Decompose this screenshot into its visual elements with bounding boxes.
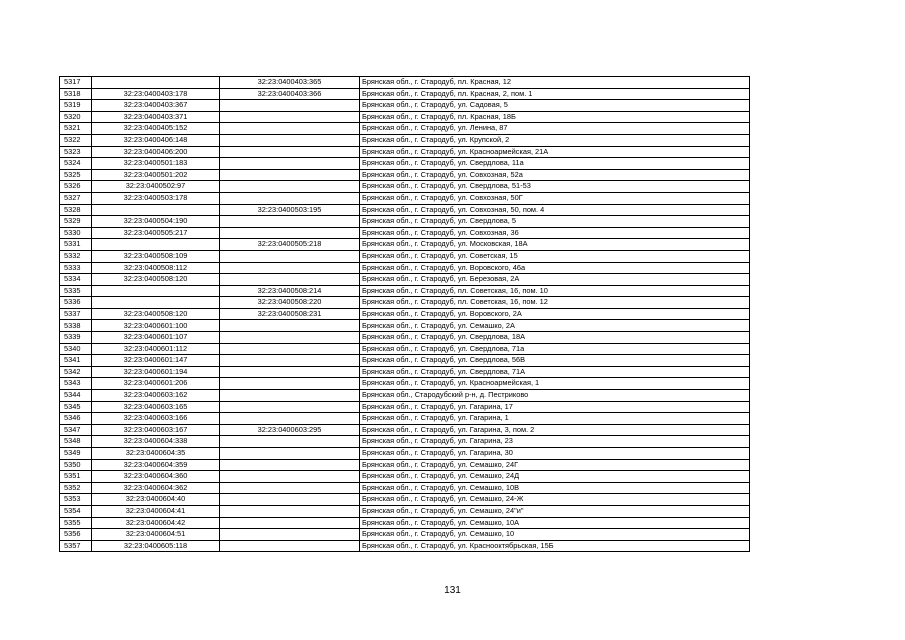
row-number-cell: 5325 [60, 169, 92, 181]
cadastral-number-cell: 32:23:0400603:167 [92, 424, 220, 436]
room-cadastral-number-cell [220, 100, 360, 112]
registry-table-body [60, 77, 750, 552]
address-cell: Брянская обл., г. Стародуб, ул. Свердлова, 11а [360, 158, 750, 170]
cadastral-number-cell: 32:23:0400603:162 [92, 390, 220, 402]
room-cadastral-number-cell: 32:23:0400403:366 [220, 88, 360, 100]
room-cadastral-number-cell [220, 494, 360, 506]
cadastral-number-cell: 32:23:0400508:109 [92, 250, 220, 262]
row-number-cell: 5337 [60, 308, 92, 320]
address-cell: Брянская обл., г. Стародуб, ул. Семашко, 24Д [360, 471, 750, 483]
address-cell: Брянская обл., г. Стародуб, пл. Советская, 16, пом. 12 [360, 297, 750, 309]
room-cadastral-number-cell [220, 262, 360, 274]
room-cadastral-number-cell [220, 482, 360, 494]
address-cell: Брянская обл., г. Стародуб, ул. Московская, 18А [360, 239, 750, 251]
cadastral-number-cell: 32:23:0400604:35 [92, 448, 220, 460]
row-number-cell: 5321 [60, 123, 92, 135]
address-cell: Брянская обл., г. Стародуб, ул. Свердлова, 71А [360, 366, 750, 378]
row-number-cell: 5344 [60, 390, 92, 402]
room-cadastral-number-cell [220, 274, 360, 286]
row-number-cell: 5328 [60, 204, 92, 216]
cadastral-number-cell [92, 285, 220, 297]
cadastral-number-cell: 32:23:0400601:194 [92, 366, 220, 378]
room-cadastral-number-cell [220, 390, 360, 402]
room-cadastral-number-cell [220, 355, 360, 367]
table-row [60, 482, 750, 494]
room-cadastral-number-cell [220, 320, 360, 332]
row-number-cell: 5345 [60, 401, 92, 413]
cadastral-number-cell: 32:23:0400505:217 [92, 227, 220, 239]
cadastral-number-cell: 32:23:0400601:112 [92, 343, 220, 355]
row-number-cell: 5338 [60, 320, 92, 332]
room-cadastral-number-cell [220, 448, 360, 460]
table-row [60, 529, 750, 541]
cadastral-number-cell: 32:23:0400603:165 [92, 401, 220, 413]
table-row [60, 471, 750, 483]
table-row [60, 123, 750, 135]
row-number-cell: 5351 [60, 471, 92, 483]
room-cadastral-number-cell [220, 192, 360, 204]
table-row [60, 343, 750, 355]
row-number-cell: 5319 [60, 100, 92, 112]
row-number-cell: 5350 [60, 459, 92, 471]
room-cadastral-number-cell [220, 459, 360, 471]
room-cadastral-number-cell [220, 216, 360, 228]
row-number-cell: 5334 [60, 274, 92, 286]
room-cadastral-number-cell [220, 471, 360, 483]
table-row [60, 100, 750, 112]
room-cadastral-number-cell [220, 413, 360, 425]
cadastral-number-cell: 32:23:0400403:367 [92, 100, 220, 112]
table-row [60, 262, 750, 274]
row-number-cell: 5322 [60, 134, 92, 146]
room-cadastral-number-cell [220, 250, 360, 262]
room-cadastral-number-cell [220, 540, 360, 552]
address-cell: Брянская обл., г. Стародуб, ул. Гагарина, 30 [360, 448, 750, 460]
address-cell: Брянская обл., г. Стародуб, пл. Красная, 2, пом. 1 [360, 88, 750, 100]
row-number-cell: 5340 [60, 343, 92, 355]
room-cadastral-number-cell: 32:23:0400505:218 [220, 239, 360, 251]
cadastral-number-cell: 32:23:0400605:118 [92, 540, 220, 552]
room-cadastral-number-cell [220, 146, 360, 158]
address-cell: Брянская обл., г. Стародуб, ул. Семашко, 10В [360, 482, 750, 494]
table-row [60, 517, 750, 529]
table-row [60, 355, 750, 367]
cadastral-number-cell: 32:23:0400403:371 [92, 111, 220, 123]
row-number-cell: 5331 [60, 239, 92, 251]
table-row [60, 424, 750, 436]
room-cadastral-number-cell [220, 332, 360, 344]
room-cadastral-number-cell: 32:23:0400503:195 [220, 204, 360, 216]
room-cadastral-number-cell [220, 505, 360, 517]
cadastral-number-cell [92, 297, 220, 309]
address-cell: Брянская обл., г. Стародуб, ул. Семашко, 24Г [360, 459, 750, 471]
room-cadastral-number-cell [220, 529, 360, 541]
registry-table [59, 76, 750, 552]
address-cell: Брянская обл., г. Стародуб, ул. Березовая, 2А [360, 274, 750, 286]
address-cell: Брянская обл., г. Стародуб, ул. Воровского, 2А [360, 308, 750, 320]
cadastral-number-cell: 32:23:0400601:147 [92, 355, 220, 367]
table-row [60, 332, 750, 344]
cadastral-number-cell: 32:23:0400501:202 [92, 169, 220, 181]
table-row [60, 216, 750, 228]
table-row [60, 88, 750, 100]
table-row [60, 158, 750, 170]
row-number-cell: 5336 [60, 297, 92, 309]
table-row [60, 146, 750, 158]
table-row [60, 401, 750, 413]
address-cell: Брянская обл., г. Стародуб, ул. Воровского, 46а [360, 262, 750, 274]
room-cadastral-number-cell [220, 123, 360, 135]
table-row [60, 297, 750, 309]
cadastral-number-cell: 32:23:0400406:200 [92, 146, 220, 158]
cadastral-number-cell: 32:23:0400601:100 [92, 320, 220, 332]
address-cell: Брянская обл., г. Стародуб, ул. Совхозная, 36 [360, 227, 750, 239]
page-number: 131 [444, 585, 461, 596]
table-row [60, 181, 750, 193]
address-cell: Брянская обл., г. Стародуб, ул. Ленина, 87 [360, 123, 750, 135]
table-row [60, 320, 750, 332]
address-cell: Брянская обл., г. Стародуб, ул. Гагарина, 23 [360, 436, 750, 448]
room-cadastral-number-cell [220, 227, 360, 239]
row-number-cell: 5324 [60, 158, 92, 170]
table-row [60, 308, 750, 320]
table-row [60, 239, 750, 251]
room-cadastral-number-cell [220, 366, 360, 378]
room-cadastral-number-cell [220, 401, 360, 413]
room-cadastral-number-cell [220, 517, 360, 529]
cadastral-number-cell: 32:23:0400604:41 [92, 505, 220, 517]
table-row [60, 250, 750, 262]
room-cadastral-number-cell [220, 158, 360, 170]
table-row [60, 274, 750, 286]
row-number-cell: 5347 [60, 424, 92, 436]
cadastral-number-cell: 32:23:0400508:112 [92, 262, 220, 274]
address-cell: Брянская обл., г. Стародуб, ул. Гагарина, 17 [360, 401, 750, 413]
room-cadastral-number-cell: 32:23:0400508:231 [220, 308, 360, 320]
row-number-cell: 5357 [60, 540, 92, 552]
room-cadastral-number-cell [220, 181, 360, 193]
address-cell: Брянская обл., г. Стародуб, ул. Свердлова, 51-53 [360, 181, 750, 193]
table-row [60, 366, 750, 378]
cadastral-number-cell: 32:23:0400604:362 [92, 482, 220, 494]
cadastral-number-cell: 32:23:0400604:42 [92, 517, 220, 529]
table-row [60, 378, 750, 390]
cadastral-number-cell: 32:23:0400504:190 [92, 216, 220, 228]
table-row [60, 134, 750, 146]
row-number-cell: 5339 [60, 332, 92, 344]
room-cadastral-number-cell [220, 378, 360, 390]
cadastral-number-cell: 32:23:0400604:40 [92, 494, 220, 506]
room-cadastral-number-cell [220, 134, 360, 146]
cadastral-number-cell: 32:23:0400604:359 [92, 459, 220, 471]
room-cadastral-number-cell: 32:23:0400403:365 [220, 77, 360, 89]
room-cadastral-number-cell: 32:23:0400508:214 [220, 285, 360, 297]
address-cell: Брянская обл., г. Стародуб, пл. Советская, 16, пом. 10 [360, 285, 750, 297]
row-number-cell: 5330 [60, 227, 92, 239]
row-number-cell: 5355 [60, 517, 92, 529]
address-cell: Брянская обл., г. Стародуб, ул. Свердлова, 56В [360, 355, 750, 367]
address-cell: Брянская обл., г. Стародуб, пл. Красная, 18Б [360, 111, 750, 123]
room-cadastral-number-cell [220, 111, 360, 123]
cadastral-number-cell: 32:23:0400502:97 [92, 181, 220, 193]
address-cell: Брянская обл., г. Стародуб, ул. Красноoктябрьская, 15Б [360, 540, 750, 552]
address-cell: Брянская обл., г. Стародуб, ул. Семашко, 10А [360, 517, 750, 529]
row-number-cell: 5354 [60, 505, 92, 517]
room-cadastral-number-cell [220, 436, 360, 448]
address-cell: Брянская обл., г. Стародуб, ул. Совхозная, 52а [360, 169, 750, 181]
row-number-cell: 5326 [60, 181, 92, 193]
row-number-cell: 5356 [60, 529, 92, 541]
row-number-cell: 5352 [60, 482, 92, 494]
address-cell: Брянская обл., г. Стародуб, ул. Свердлова, 18А [360, 332, 750, 344]
cadastral-number-cell [92, 204, 220, 216]
row-number-cell: 5320 [60, 111, 92, 123]
address-cell: Брянская обл., г. Стародуб, ул. Свердлова, 71а [360, 343, 750, 355]
row-number-cell: 5323 [60, 146, 92, 158]
table-row [60, 540, 750, 552]
row-number-cell: 5346 [60, 413, 92, 425]
address-cell: Брянская обл., г. Стародуб, ул. Совхозная, 50, пом. 4 [360, 204, 750, 216]
cadastral-number-cell: 32:23:0400601:206 [92, 378, 220, 390]
row-number-cell: 5348 [60, 436, 92, 448]
table-row [60, 192, 750, 204]
address-cell: Брянская обл., г. Стародуб, ул. Совхозная, 50Г [360, 192, 750, 204]
address-cell: Брянская обл., г. Стародуб, ул. Красноармейская, 21А [360, 146, 750, 158]
cadastral-number-cell [92, 77, 220, 89]
room-cadastral-number-cell: 32:23:0400603:295 [220, 424, 360, 436]
row-number-cell: 5327 [60, 192, 92, 204]
row-number-cell: 5335 [60, 285, 92, 297]
address-cell: Брянская обл., г. Стародуб, ул. Гагарина, 3, пом. 2 [360, 424, 750, 436]
cadastral-number-cell: 32:23:0400501:183 [92, 158, 220, 170]
address-cell: Брянская обл., г. Стародуб, ул. Семашко, 10 [360, 529, 750, 541]
table-row [60, 390, 750, 402]
row-number-cell: 5349 [60, 448, 92, 460]
cadastral-number-cell: 32:23:0400406:148 [92, 134, 220, 146]
cadastral-number-cell: 32:23:0400604:51 [92, 529, 220, 541]
address-cell: Брянская обл., г. Стародуб, ул. Советская, 15 [360, 250, 750, 262]
room-cadastral-number-cell [220, 169, 360, 181]
row-number-cell: 5318 [60, 88, 92, 100]
cadastral-number-cell: 32:23:0400603:166 [92, 413, 220, 425]
cadastral-number-cell: 32:23:0400508:120 [92, 308, 220, 320]
table-row [60, 459, 750, 471]
cadastral-number-cell: 32:23:0400604:338 [92, 436, 220, 448]
table-row [60, 77, 750, 89]
cadastral-number-cell: 32:23:0400405:152 [92, 123, 220, 135]
row-number-cell: 5329 [60, 216, 92, 228]
table-row [60, 413, 750, 425]
address-cell: Брянская обл., г. Стародуб, ул. Красноармейская, 1 [360, 378, 750, 390]
table-row [60, 227, 750, 239]
row-number-cell: 5341 [60, 355, 92, 367]
table-row [60, 204, 750, 216]
cadastral-number-cell: 32:23:0400601:107 [92, 332, 220, 344]
cadastral-number-cell: 32:23:0400503:178 [92, 192, 220, 204]
row-number-cell: 5317 [60, 77, 92, 89]
table-row [60, 436, 750, 448]
table-row [60, 448, 750, 460]
address-cell: Брянская обл., г. Стародуб, пл. Красная, 12 [360, 77, 750, 89]
row-number-cell: 5333 [60, 262, 92, 274]
address-cell: Брянская обл., г. Стародуб, ул. Семашко, 2А [360, 320, 750, 332]
row-number-cell: 5353 [60, 494, 92, 506]
address-cell: Брянская обл., г. Стародуб, ул. Семашко, 24"и" [360, 505, 750, 517]
cadastral-number-cell: 32:23:0400604:360 [92, 471, 220, 483]
row-number-cell: 5332 [60, 250, 92, 262]
row-number-cell: 5343 [60, 378, 92, 390]
address-cell: Брянская обл., г. Стародуб, ул. Садовая, 5 [360, 100, 750, 112]
table-row [60, 494, 750, 506]
row-number-cell: 5342 [60, 366, 92, 378]
cadastral-number-cell: 32:23:0400403:178 [92, 88, 220, 100]
cadastral-number-cell [92, 239, 220, 251]
table-row [60, 111, 750, 123]
address-cell: Брянская обл., Стародубский р-н, д. Пестриково [360, 390, 750, 402]
table-row [60, 169, 750, 181]
address-cell: Брянская обл., г. Стародуб, ул. Семашко, 24-Ж [360, 494, 750, 506]
address-cell: Брянская обл., г. Стародуб, ул. Крупской, 2 [360, 134, 750, 146]
address-cell: Брянская обл., г. Стародуб, ул. Гагарина, 1 [360, 413, 750, 425]
room-cadastral-number-cell: 32:23:0400508:220 [220, 297, 360, 309]
address-cell: Брянская обл., г. Стародуб, ул. Свердлова, 5 [360, 216, 750, 228]
table-row [60, 285, 750, 297]
room-cadastral-number-cell [220, 343, 360, 355]
table-row [60, 505, 750, 517]
cadastral-number-cell: 32:23:0400508:120 [92, 274, 220, 286]
